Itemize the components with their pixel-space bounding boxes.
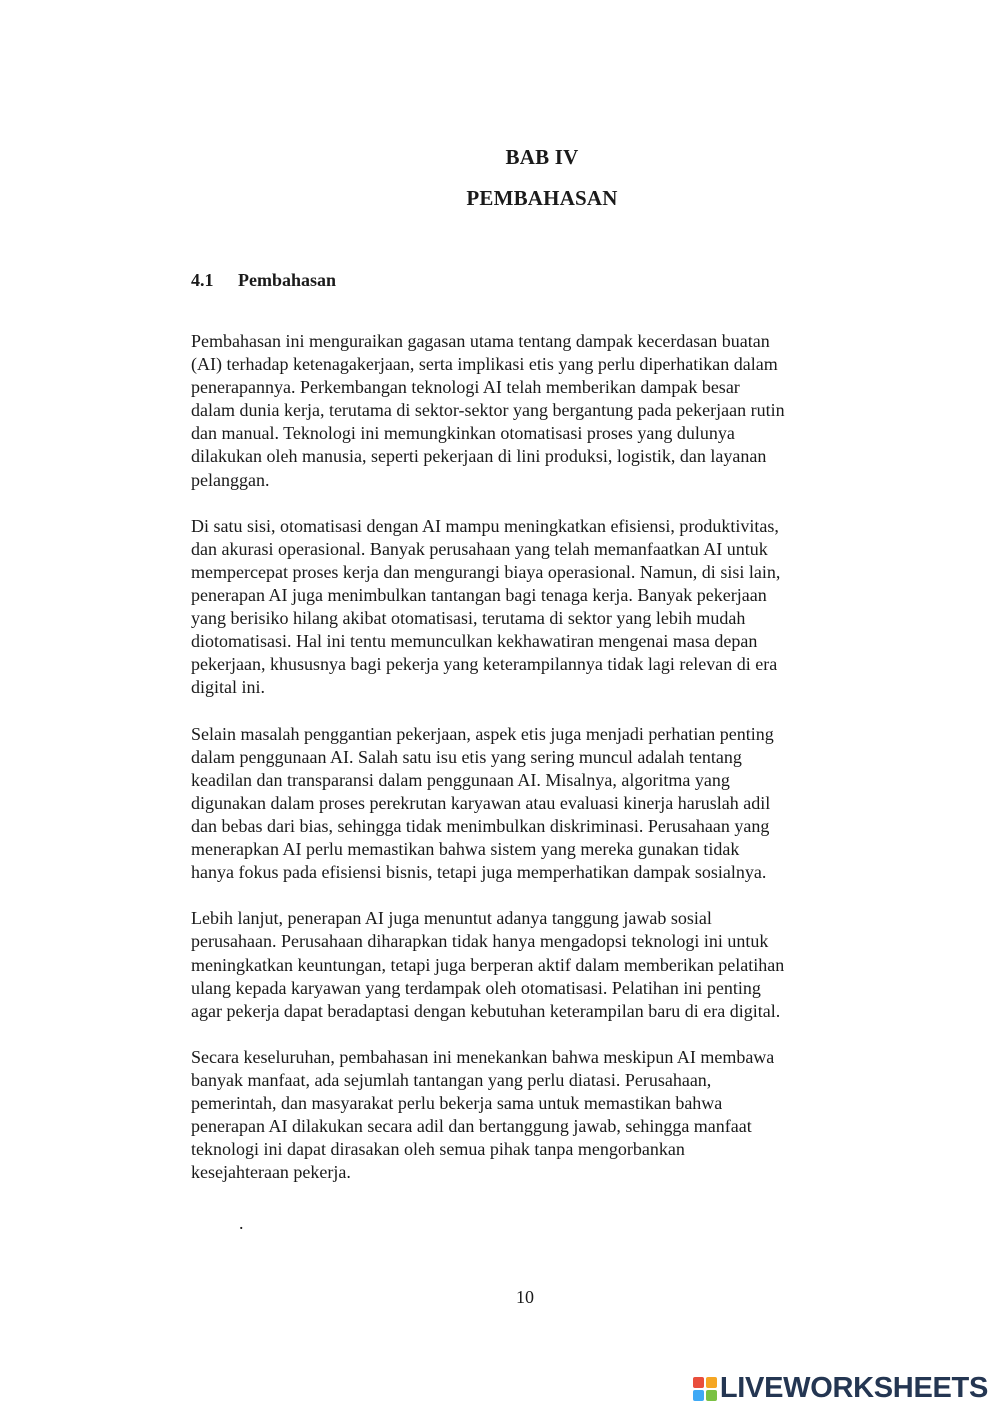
- paragraph-line: penerapannya. Perkembangan teknologi AI telah memberikan dampak besar: [191, 377, 740, 398]
- paragraph-line: agar pekerja dapat beradaptasi dengan kebutuhan keterampilan baru di era digital.: [191, 1000, 781, 1021]
- paragraph-line: kesejahteraan pekerja.: [191, 1162, 351, 1183]
- paragraph: [191, 515, 863, 700]
- paragraph: [191, 330, 863, 492]
- paragraph-line: dan manual. Teknologi ini memungkinkan otomatisasi proses yang dulunya: [191, 423, 735, 444]
- paragraph-line: dalam dunia kerja, terutama di sektor-sektor yang bergantung pada pekerjaan rutin: [191, 400, 785, 421]
- paragraph-line: pekerjaan, khususnya bagi pekerja yang keterampilannya tidak lagi relevan di era: [191, 654, 778, 675]
- chapter-number: BAB IV: [505, 145, 579, 169]
- watermark-text: LIVEWORKSHEETS: [719, 1372, 988, 1404]
- paragraph-line: dan akurasi operasional. Banyak perusahaan yang telah memanfaatkan AI untuk: [191, 538, 768, 559]
- body-text: [191, 330, 863, 1208]
- paragraph-line: teknologi ini dapat dirasakan oleh semua pihak tanpa mengorbankan: [191, 1139, 685, 1160]
- paragraph-line: perusahaan. Perusahaan diharapkan tidak hanya mengadopsi teknologi ini untuk: [191, 931, 769, 952]
- paragraph-line: diotomatisasi. Hal ini tentu memunculkan kekhawatiran mengenai masa depan: [191, 631, 758, 652]
- section-title: Pembahasan: [238, 270, 337, 290]
- paragraph-line: menerapkan AI perlu memastikan bahwa sistem yang mereka gunakan tidak: [191, 839, 740, 860]
- paragraph-line: Lebih lanjut, penerapan AI juga menuntut adanya tanggung jawab sosial: [191, 908, 712, 929]
- paragraph-line: Pembahasan ini menguraikan gagasan utama tentang dampak kecerdasan buatan: [191, 331, 770, 351]
- section-number: 4.1: [191, 270, 214, 290]
- paragraph-line: digital ini.: [191, 677, 265, 698]
- paragraph-line: hanya fokus pada efisiensi bisnis, tetapi juga memperhatikan dampak sosialnya.: [191, 862, 767, 883]
- paragraph-line: Secara keseluruhan, pembahasan ini menekankan bahwa meskipun AI membawa: [191, 1046, 775, 1067]
- paragraph-line: dalam penggunaan AI. Salah satu isu etis yang sering muncul adalah tentang: [191, 746, 742, 767]
- logo-tile: [706, 1390, 717, 1401]
- paragraph-line: dilakukan oleh manusia, seperti pekerjaan di lini produksi, logistik, dan layanan: [191, 446, 767, 467]
- paragraph-line: penerapan AI dilakukan secara adil dan bertanggung jawab, sehingga manfaat: [191, 1116, 752, 1137]
- paragraph-line: pelanggan.: [191, 469, 270, 490]
- logo-tile: [693, 1377, 704, 1388]
- paragraph: [191, 907, 863, 1022]
- paragraph-line: (AI) terhadap ketenagakerjaan, serta implikasi etis yang perlu diperhatikan dalam: [191, 354, 778, 375]
- paragraph-line: ulang kepada karyawan yang terdampak oleh otomatisasi. Pelatihan ini penting: [191, 977, 761, 998]
- logo-tile: [706, 1377, 717, 1388]
- paragraph-line: digunakan dalam proses perekrutan karyawan atau evaluasi kinerja haruslah adil: [191, 792, 771, 813]
- paragraph-line: pemerintah, dan masyarakat perlu bekerja sama untuk memastikan bahwa: [191, 1093, 723, 1114]
- paragraph-line: banyak manfaat, ada sejumlah tantangan yang perlu diatasi. Perusahaan,: [191, 1070, 712, 1090]
- paragraph: [191, 1046, 863, 1185]
- chapter-title: PEMBAHASAN: [466, 186, 618, 210]
- section-heading: [191, 270, 336, 291]
- liveworksheets-logo-icon: [693, 1377, 717, 1401]
- paragraph: [191, 723, 863, 885]
- paragraph-line: meningkatkan keuntungan, tetapi juga berperan aktif dalam memberikan pelatihan: [191, 954, 785, 975]
- logo-tile: [693, 1390, 704, 1401]
- page-number: 10: [516, 1287, 534, 1307]
- paragraph-line: Selain masalah penggantian pekerjaan, aspek etis juga menjadi perhatian penting: [191, 723, 774, 744]
- paragraph-line: Di satu sisi, otomatisasi dengan AI mampu meningkatkan efisiensi, produktivitas,: [191, 515, 779, 536]
- paragraph-line: keadilan dan transparansi dalam penggunaan AI. Misalnya, algoritma yang: [191, 769, 730, 790]
- paragraph-line: mempercepat proses kerja dan mengurangi biaya operasional. Namun, di sisi lain,: [191, 561, 781, 582]
- paragraph-line: yang berisiko hilang akibat otomatisasi, terutama di sektor yang lebih mudah: [191, 608, 746, 629]
- paragraph-line: dan bebas dari bias, sehingga tidak menimbulkan diskriminasi. Perusahaan yang: [191, 815, 770, 836]
- stray-mark: .: [239, 1213, 244, 1233]
- liveworksheets-watermark: [693, 1374, 988, 1403]
- paragraph-line: penerapan AI juga menimbulkan tantangan bagi tenaga kerja. Banyak pekerjaan: [191, 585, 767, 606]
